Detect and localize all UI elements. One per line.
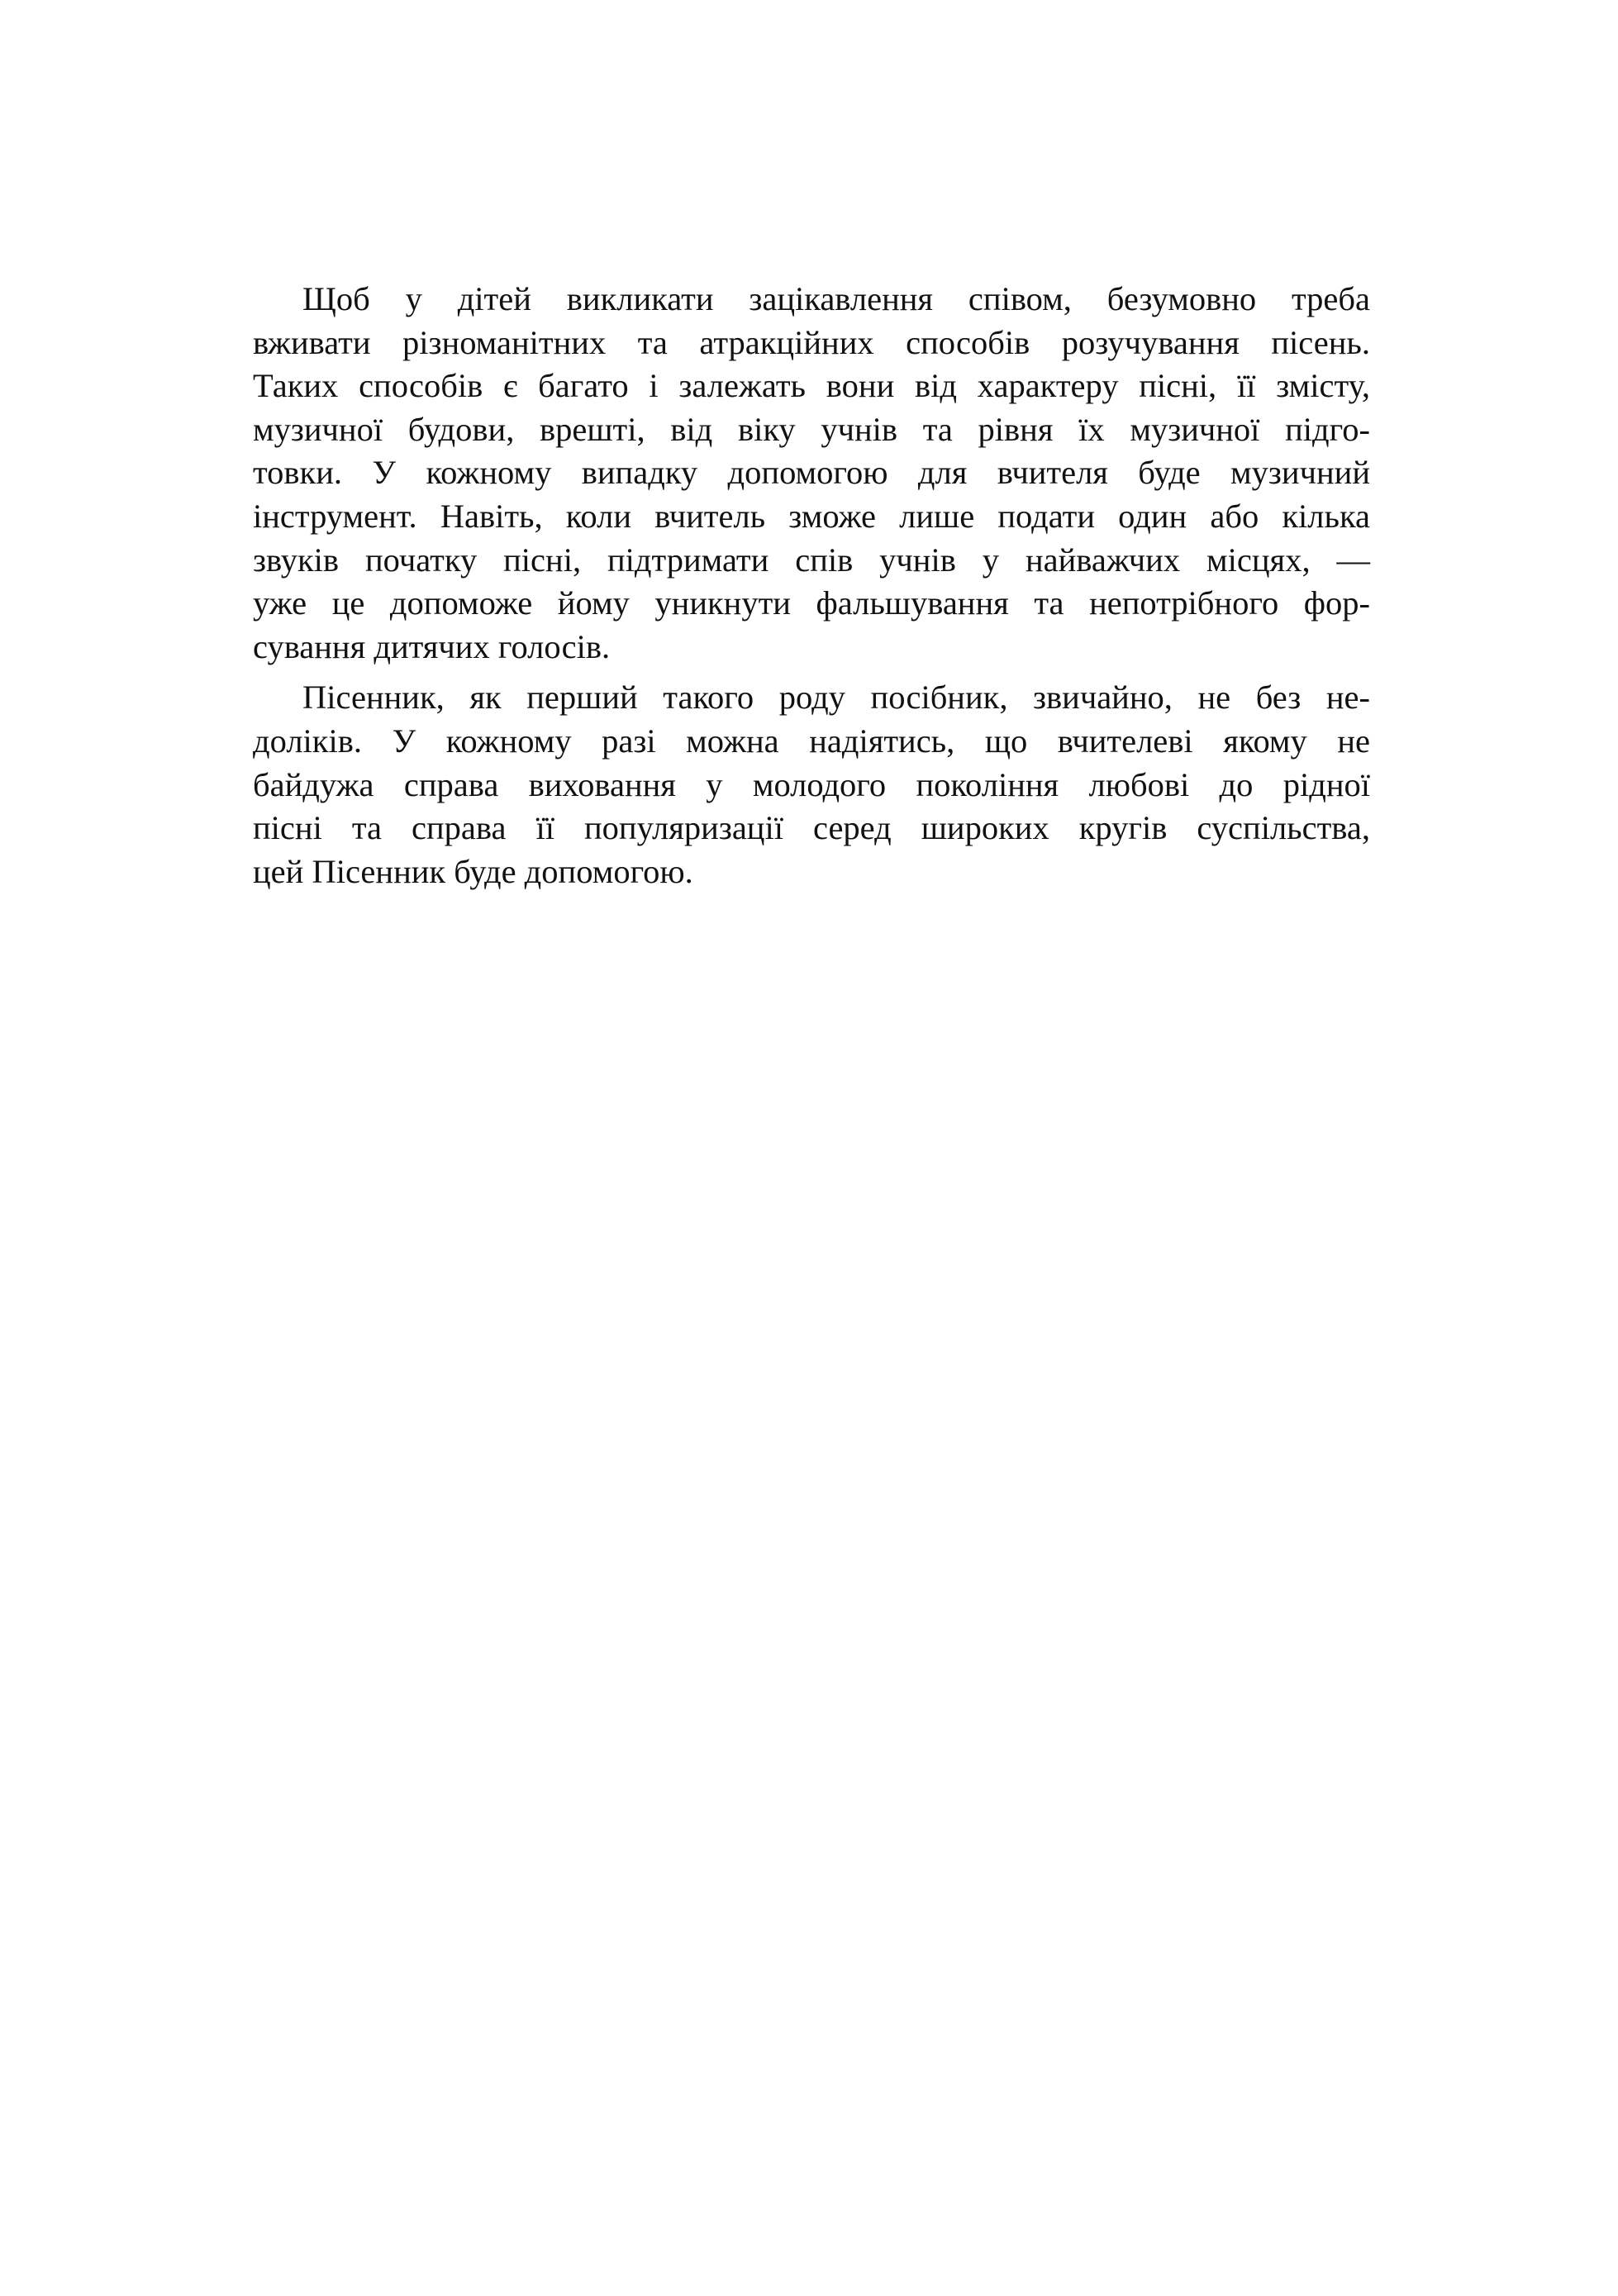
text-line: товки. У кожному випадку допомогою для вчителя буде музичний (253, 454, 1370, 492)
text-line: інструмент. Навіть, коли вчитель зможе лише подати один або кілька (253, 497, 1370, 535)
text-line: доліків. У кожному разі можна надіятись, що вчителеві якому не (253, 722, 1370, 760)
text-line: Щоб у дітей викликати зацікавлення співом, безумовно треба (302, 280, 1370, 317)
paragraph-1 (253, 278, 1370, 669)
text-line: вживати різноманітних та атракційних способів розучування пісень. (253, 323, 1370, 361)
text-line: звуків початку пісні, підтримати спів учнів у найважчих місцях, — (253, 541, 1370, 579)
text-line: Таких способів є багато і залежать вони від характеру пісні, її змісту, (253, 367, 1370, 405)
paragraph-gap (253, 669, 1370, 676)
text-line: уже це допоможе йому уникнути фальшування та непотрібного фор- (253, 584, 1370, 622)
paragraph-2 (253, 676, 1370, 893)
text-line: пісні та справа її популяризації серед широких кругів суспільства, (253, 809, 1370, 847)
body-text (253, 278, 1370, 893)
text-line: Пісенник, як перший такого роду посібник, звичайно, не без не- (302, 679, 1370, 717)
text-line: сування дитячих голосів. (253, 627, 611, 665)
text-line: музичної будови, врешті, від віку учнів та рівня їх музичної підго- (253, 410, 1370, 448)
text-line: байдужа справа виховання у молодого покоління любові до рідної (253, 765, 1370, 803)
text-line: цей Пісенник буде допомогою. (253, 852, 693, 890)
